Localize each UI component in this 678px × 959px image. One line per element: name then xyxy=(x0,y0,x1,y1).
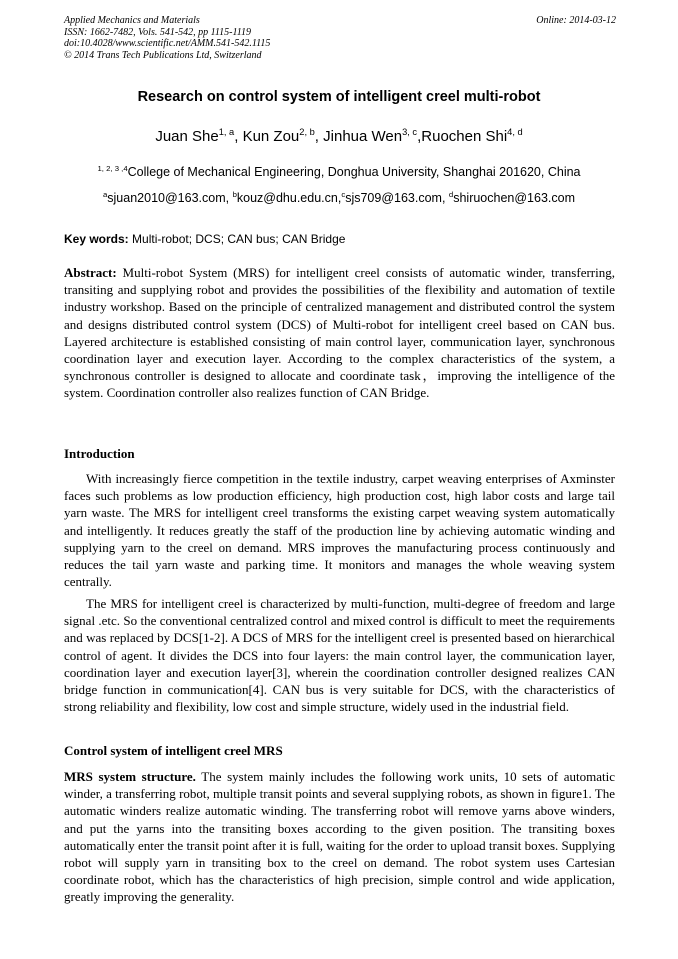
author-sup: 3, c xyxy=(402,127,418,137)
email-address: shiruochen@163.com xyxy=(453,191,576,205)
mrs-structure-text: The system mainly includes the following work units, 10 sets of automatic winder, a transferring robot, multiple transit points and several supplying robots, as shown in figure1. The automatic winders realize automatic winding. The transferring robot will remove yarns above winders, and put the yarns into the transiting boxes according to the given position. The transiting boxes automatically enter the transit point after it is full, waiting for the order to upload transit boxes. Supplying robot will supply yarn in transiting box to the creel on demand. The robot system uses Cartesian coordinate robot, which has the characteristics of high precision, simple control and wide application, greatly improving the generality. xyxy=(64,769,615,905)
email-sup: d xyxy=(448,189,454,199)
author-list: Juan She$^{1, a}$, Kun Zou$^{2, b}$, Jinhua Wen$^{3, c}$,Ruochen Shi$^{4, d}$ xyxy=(155,127,523,145)
online-date: Online: 2014-03-12 xyxy=(536,15,616,26)
email-address: kouz@dhu.edu.cn xyxy=(236,191,338,205)
journal-name: Applied Mechanics and Materials xyxy=(64,15,200,26)
abstract-text: Multi-robot System (MRS) for intelligent creel consists of automatic winder, transferring, transiting and supplying robot and provides the possibilities of the flexibility and automation of textile industry workshop. Based on the principle of centralized management and distributed control the system and designs distributed control system (DCS) of Multi-robot for intelligent creel based on CAN bus. Layered architecture is established consisting of main control layer, communication layer, synchronous coordination layer and execution layer. According to the complex characteristics of the system, a synchronous controller is designed to allocate and coordinate task，improving the intelligence of the system. Coordination controller also realizes function of CAN Bridge. xyxy=(64,265,615,401)
email-list: $^a$sjuan2010@163.com, $^b$kouz@dhu.edu.cn,$^c$sjs709@163.com, $^d$shiruochen@163.com xyxy=(102,189,576,205)
affiliation xyxy=(0,165,678,179)
doi-line: doi:10.4028/www.scientific.net/AMM.541-542.1115 xyxy=(64,38,271,49)
author-sup: 4, d xyxy=(507,127,523,137)
mrs-structure-paragraph xyxy=(64,768,615,906)
copyright-line: © 2014 Trans Tech Publications Ltd, Switzerland xyxy=(64,49,262,61)
paper-title: Research on control system of intelligent creel multi-robot xyxy=(137,89,541,105)
introduction-paragraph-1: With increasingly fierce competition in the textile industry, carpet weaving enterprises of Axminster faces such problems as low production efficiency, high production cost, high labor costs and large tail yarn waste. The MRS for intelligent creel transforms the existing carpet weaving system automatically and intelligently. It reduces greatly the staff of the production line by achieving automatic winding and supplying yarn to the creel on demand. MRS improves the manufacturing process continuously and reduces the tail yarn waste and parking time. It monitors and manages the whole weaving system centrally. xyxy=(64,471,615,590)
email-sup: a xyxy=(102,189,108,199)
email-sup: c xyxy=(341,189,346,199)
email-address: sjs709@163.com xyxy=(345,191,442,205)
issn-line: ISSN: 1662-7482, Vols. 541-542, pp 1115-1119 xyxy=(64,26,252,38)
control-system-heading: Control system of intelligent creel MRS xyxy=(64,743,283,758)
introduction-paragraph-2: The MRS for intelligent creel is characterized by multi-function, multi-degree of freedom and large signal .etc. So the conventional centralized control and mixed control is difficult to meet the requirements and was replaced by DCS[1-2]. A DCS of MRS for the intelligent creel is presented based on hierarchical control of agent. It divides the DCS into four layers: the main control layer, the communication layer, coordination layer and execution layer[3], wherein the coordination controller designed realizes CAN bridge function in communication[4]. CAN bus is very suitable for DCS, with the characteristics of strong reliability and flexibility, low cost and simple structure, widely used in the industrial field. xyxy=(64,596,615,715)
email-address: sjuan2010@163.com xyxy=(107,191,226,205)
journal-header xyxy=(64,15,616,61)
affiliation-text: College of Mechanical Engineering, Donghua University, Shanghai 201620, China xyxy=(127,165,581,179)
email-sup: b xyxy=(232,189,237,199)
introduction-heading: Introduction xyxy=(64,446,135,461)
keywords xyxy=(64,232,616,246)
author-name: Kun Zou xyxy=(242,128,300,145)
abstract xyxy=(64,264,615,402)
author-sup: 1, a xyxy=(218,127,235,137)
author-name: Jinhua Wen xyxy=(323,128,403,145)
author-name: Ruochen Shi xyxy=(421,128,508,145)
keywords-label: Key words: xyxy=(64,232,129,246)
mrs-structure-label: MRS system structure. xyxy=(64,769,196,784)
author-name: Juan She xyxy=(155,128,219,145)
affiliation-sup: 1, 2, 3 ,4 xyxy=(97,163,128,173)
abstract-label: Abstract: xyxy=(64,265,117,280)
author-sup: 2, b xyxy=(299,127,315,137)
keywords-text: Multi-robot; DCS; CAN bus; CAN Bridge xyxy=(132,232,346,246)
